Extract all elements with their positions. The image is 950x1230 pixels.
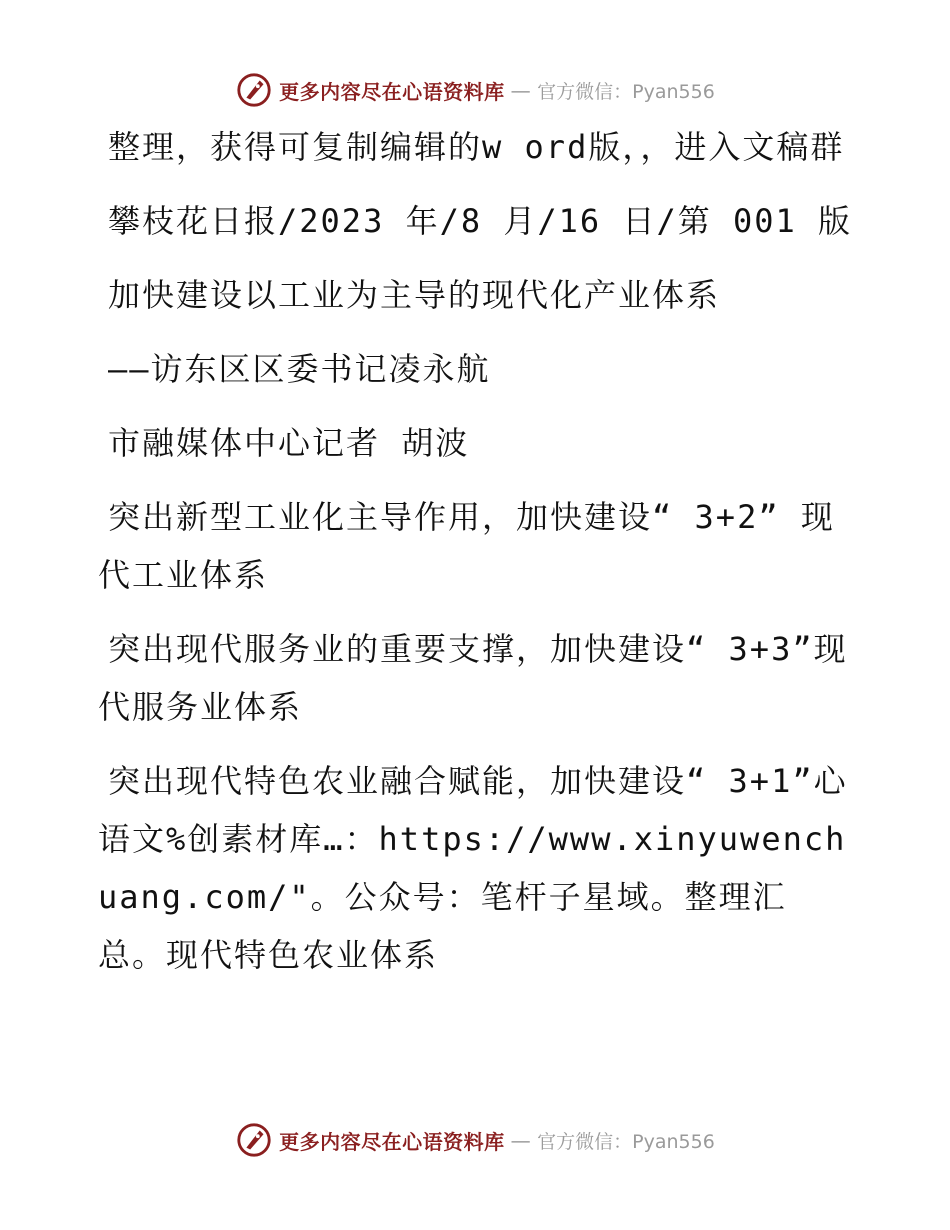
paragraph-intro: 整理，获得可复制编辑的w ord版，，进入文稿群	[108, 128, 845, 166]
paragraph-industry: 突出新型工业化主导作用，加快建设“ 3+2” 现代工业体系	[98, 498, 835, 594]
banner-dash: —	[510, 78, 532, 102]
pen-nib-circle-icon	[235, 71, 273, 109]
article-byline: 市融媒体中心记者 胡波	[108, 424, 470, 462]
article-title: 加快建设以工业为主导的现代化产业体系	[108, 276, 721, 314]
banner-wechat: 官方微信：Pyan556	[537, 80, 715, 103]
footer-banner	[0, 1118, 950, 1162]
paragraph-source: 攀枝花日报/2023 年/8 月/16 日/第 001 版	[108, 202, 853, 240]
banner-dash: —	[510, 1128, 532, 1152]
header-banner	[0, 68, 950, 112]
paragraph-agriculture: 突出现代特色农业融合赋能，加快建设“ 3+1”心语文%创素材库…：https://www.xinyuwenchuang.com/"。公众号：笔杆子星域。整理汇总。现代特色农业体系	[98, 762, 848, 974]
banner-wechat: 官方微信：Pyan556	[537, 1130, 715, 1153]
article-subtitle: ——访东区区委书记凌永航	[108, 350, 491, 388]
paragraph-services: 突出现代服务业的重要支撑，加快建设“ 3+3”现代服务业体系	[98, 630, 848, 726]
banner-title: 更多内容尽在心语资料库	[279, 1129, 505, 1154]
pen-nib-circle-icon	[235, 1121, 273, 1159]
document-body	[98, 118, 854, 1000]
banner-title: 更多内容尽在心语资料库	[279, 79, 505, 104]
